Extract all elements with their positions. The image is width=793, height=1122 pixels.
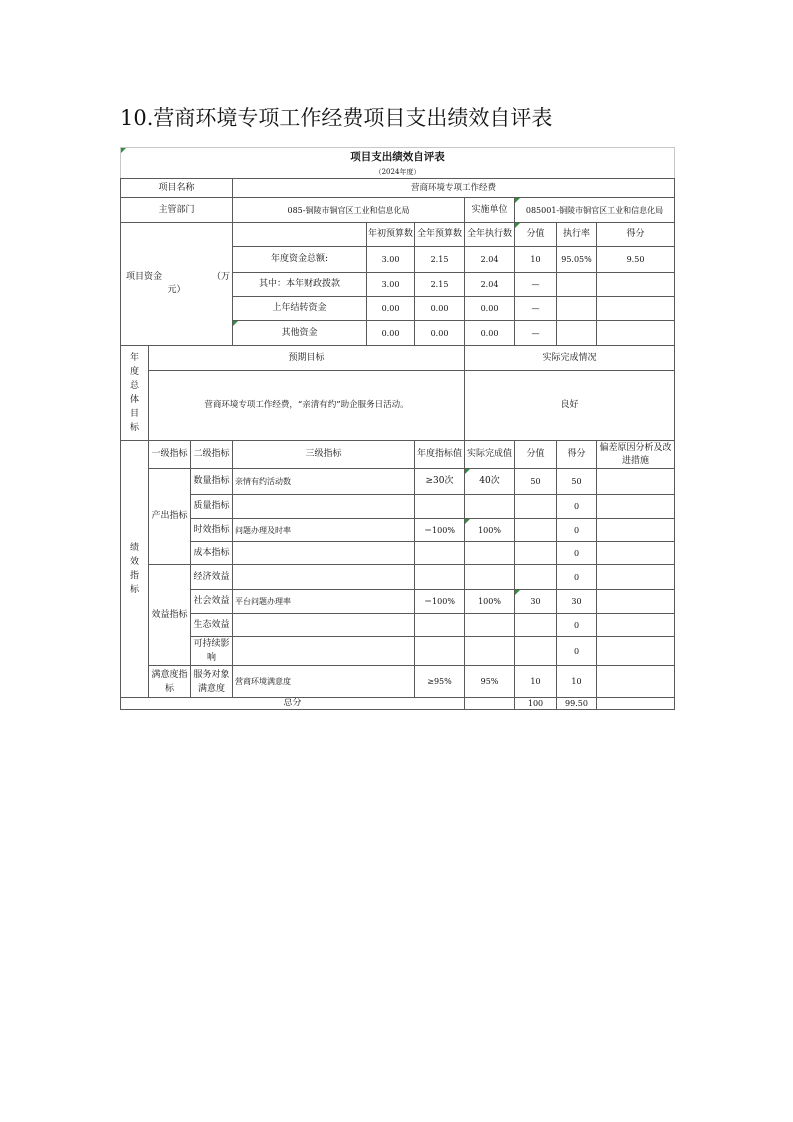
actual-value: 100% (465, 590, 515, 614)
expected-goal-header: 预期目标 (149, 346, 465, 371)
fund-score: 9.50 (597, 247, 675, 273)
indicator-row (121, 495, 675, 519)
fund-header-row (121, 223, 675, 247)
indicator-label-cell (121, 441, 149, 698)
actual-completion-header: 实际完成情况 (465, 346, 675, 371)
indicator-header-row (121, 441, 675, 469)
empty-cell (597, 321, 675, 346)
fund-item-name: 年度资金总额: (233, 247, 367, 273)
header-level1: 一级指标 (149, 441, 191, 469)
table-year: （2024年度） (121, 168, 675, 179)
fund-header-annual: 全年预算数 (415, 223, 465, 247)
indicator-row (121, 614, 675, 637)
empty-cell (597, 698, 675, 710)
fund-annual-budget: 2.15 (415, 273, 465, 297)
level2-cell: 数量指标 (191, 469, 233, 495)
actual-value (465, 542, 515, 565)
deviation-cell (597, 542, 675, 565)
level2-cell: 质量指标 (191, 495, 233, 519)
fund-score-value: — (515, 297, 557, 321)
indicator-label: 绩效指标 (129, 543, 139, 595)
level2-cell: 社会效益 (191, 590, 233, 614)
score: 0 (557, 495, 597, 519)
score: 30 (557, 590, 597, 614)
fund-item-name: 其中：本年财政拨款 (233, 273, 367, 297)
fund-score-value: — (515, 273, 557, 297)
level3-cell: 亲情有约活动数 (233, 469, 415, 495)
level3-cell: 问题办理及时率 (233, 519, 415, 542)
fund-label-line (122, 284, 231, 297)
header-level3: 三级指标 (233, 441, 415, 469)
level3-cell (233, 614, 415, 637)
dept-value: 085-铜陵市铜官区工业和信息化局 (233, 198, 465, 223)
header-score: 得分 (557, 441, 597, 469)
fund-initial-budget: 3.00 (367, 247, 415, 273)
score-value (515, 519, 557, 542)
fund-header-score-value: 分值 (515, 223, 557, 247)
fund-label (121, 223, 233, 346)
project-name-row (121, 179, 675, 198)
level1-cell: 满意度指标 (149, 666, 191, 698)
fund-score-value: — (515, 321, 557, 346)
fund-executed: 0.00 (465, 297, 515, 321)
expected-goal-text: 营商环境专项工作经费，“亲清有约”助企服务日活动。 (149, 371, 465, 441)
score: 0 (557, 637, 597, 666)
empty-cell (557, 321, 597, 346)
empty-cell (465, 698, 515, 710)
dept-label: 主管部门 (121, 198, 233, 223)
score-value (515, 542, 557, 565)
target-value (415, 542, 465, 565)
target-value (415, 565, 465, 590)
empty-cell (557, 297, 597, 321)
target-value: ＝100% (415, 519, 465, 542)
table-title: 项目支出绩效自评表 (121, 148, 675, 168)
project-name-label: 项目名称 (121, 179, 233, 198)
actual-value (465, 637, 515, 666)
score: 0 (557, 519, 597, 542)
level2-cell: 生态效益 (191, 614, 233, 637)
actual-value (465, 565, 515, 590)
impl-unit-value: 085001-铜陵市铜官区工业和信息化局 (515, 198, 675, 223)
self-evaluation-table (120, 147, 675, 710)
score: 0 (557, 614, 597, 637)
fund-executed: 2.04 (465, 247, 515, 273)
actual-value (465, 614, 515, 637)
header-deviation: 偏差原因分析及改进措施 (597, 441, 675, 469)
page-heading: 10.营商环境专项工作经费项目支出绩效自评表 (120, 106, 553, 130)
empty-cell (557, 273, 597, 297)
fund-label-unit-end: 元） (167, 285, 186, 295)
fund-label-text: 项目资金 (126, 272, 163, 282)
level3-cell: 营商环境满意度 (233, 666, 415, 698)
fund-execution-rate: 95.05% (557, 247, 597, 273)
actual-value: 100% (465, 519, 515, 542)
level3-cell (233, 565, 415, 590)
annual-goal-label: 年度总体目标 (129, 353, 139, 433)
score: 50 (557, 469, 597, 495)
level3-cell: 平台问题办理率 (233, 590, 415, 614)
target-value: ＝100% (415, 590, 465, 614)
fund-item-name: 上年结转资金 (233, 297, 367, 321)
target-value (415, 637, 465, 666)
score: 10 (557, 666, 597, 698)
deviation-cell (597, 565, 675, 590)
total-score-value: 100 (515, 698, 557, 710)
title-row (121, 148, 675, 168)
fund-label-unit-start: （万 (211, 272, 230, 282)
level3-cell (233, 637, 415, 666)
score-value: 10 (515, 666, 557, 698)
department-row (121, 198, 675, 223)
score-value (515, 637, 557, 666)
indicator-row (121, 637, 675, 666)
score-value: 30 (515, 590, 557, 614)
score-value: 50 (515, 469, 557, 495)
fund-executed: 2.04 (465, 273, 515, 297)
fund-annual-budget: 0.00 (415, 297, 465, 321)
indicator-row (121, 542, 675, 565)
level2-cell: 时效指标 (191, 519, 233, 542)
goals-header-row (121, 346, 675, 371)
fund-annual-budget: 2.15 (415, 247, 465, 273)
header-target: 年度指标值 (415, 441, 465, 469)
score: 0 (557, 565, 597, 590)
fund-executed: 0.00 (465, 321, 515, 346)
deviation-cell (597, 495, 675, 519)
evaluation-sheet (120, 147, 675, 710)
deviation-cell (597, 590, 675, 614)
empty-cell (597, 273, 675, 297)
actual-value (465, 495, 515, 519)
annual-goal-label-cell (121, 346, 149, 441)
header-score-value: 分值 (515, 441, 557, 469)
level2-cell: 可持续影响 (191, 637, 233, 666)
deviation-cell (597, 637, 675, 666)
header-level2: 二级指标 (191, 441, 233, 469)
total-label: 总分 (121, 698, 465, 710)
actual-value: 95% (465, 666, 515, 698)
indicator-row (121, 666, 675, 698)
year-row (121, 168, 675, 179)
indicator-row (121, 590, 675, 614)
fund-annual-budget: 0.00 (415, 321, 465, 346)
empty-cell (233, 223, 367, 247)
score: 0 (557, 542, 597, 565)
target-value: ≥95% (415, 666, 465, 698)
level3-cell (233, 542, 415, 565)
indicator-row (121, 469, 675, 495)
total-row (121, 698, 675, 710)
level1-cell: 效益指标 (149, 565, 191, 666)
level2-cell: 服务对象满意度 (191, 666, 233, 698)
total-score: 99.50 (557, 698, 597, 710)
score-value (515, 565, 557, 590)
level1-cell: 产出指标 (149, 469, 191, 565)
actual-value: 40次 (465, 469, 515, 495)
deviation-cell (597, 519, 675, 542)
deviation-cell (597, 469, 675, 495)
indicator-row (121, 519, 675, 542)
level2-cell: 经济效益 (191, 565, 233, 590)
level3-cell (233, 495, 415, 519)
header-actual: 实际完成值 (465, 441, 515, 469)
fund-initial-budget: 3.00 (367, 273, 415, 297)
fund-initial-budget: 0.00 (367, 297, 415, 321)
fund-initial-budget: 0.00 (367, 321, 415, 346)
fund-header-rate: 执行率 (557, 223, 597, 247)
level2-cell: 成本指标 (191, 542, 233, 565)
fund-header-score: 得分 (597, 223, 675, 247)
fund-score-value: 10 (515, 247, 557, 273)
target-value (415, 495, 465, 519)
project-name-value: 营商环境专项工作经费 (233, 179, 675, 198)
actual-completion-text: 良好 (465, 371, 675, 441)
empty-cell (597, 297, 675, 321)
fund-header-executed: 全年执行数 (465, 223, 515, 247)
indicator-row (121, 565, 675, 590)
impl-unit-label: 实施单位 (465, 198, 515, 223)
goals-content-row (121, 371, 675, 441)
fund-label-line (122, 271, 231, 284)
deviation-cell (597, 614, 675, 637)
fund-header-initial: 年初预算数 (367, 223, 415, 247)
score-value (515, 614, 557, 637)
fund-item-name: 其他资金 (233, 321, 367, 346)
target-value: ≥30次 (415, 469, 465, 495)
deviation-cell (597, 666, 675, 698)
target-value (415, 614, 465, 637)
score-value (515, 495, 557, 519)
